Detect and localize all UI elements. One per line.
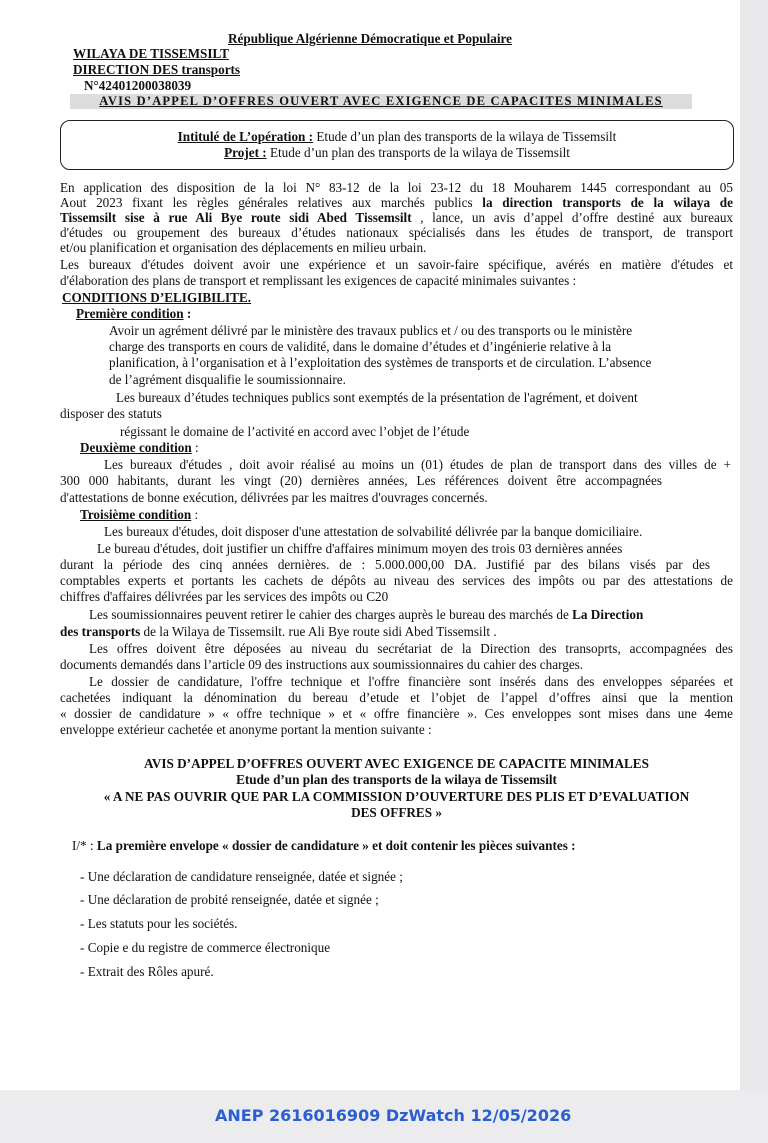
footer-bar	[0, 1090, 768, 1143]
list-item: - Une déclaration de probité renseignée, datée et signée ;	[80, 892, 379, 907]
condition-2-heading: Deuxième condition :	[80, 440, 199, 455]
operation-label: Intitulé de L’opération :	[177, 129, 314, 144]
project-label: Projet :	[224, 145, 267, 160]
intro-line: Tissemsilt sise à rue Ali Bye route sidi Abed Tissemsilt , lance, un avis d’appel d’offre destiné aux bureaux	[60, 210, 734, 225]
operation-value: Etude d’un plan des transports de la wilaya de Tissemsilt	[313, 129, 617, 144]
list-item: - Les statuts pour les sociétés.	[80, 916, 238, 931]
notice-title: AVIS D’APPEL D’OFFRES OUVERT AVEC EXIGENCE DE CAPACITES MINIMALES	[99, 94, 663, 108]
condition-2-line: Les bureaux d'études , doit avoir réalisé au moins un (01) études de plan de transport dans des villes de +	[104, 457, 731, 472]
list-item: - Une déclaration de candidature renseignée, datée et signée ;	[80, 869, 403, 884]
mention-line: DES OFFRES »	[351, 805, 442, 820]
envelope-heading: I/* : La première envelope « dossier de candidature » et doit contenir les pièces suivantes :	[72, 838, 576, 853]
intro-line: d'études ou groupement des bureaux d’études nationaux spécialisés dans les études de transport, de transport	[60, 225, 733, 240]
list-item: - Extrait des Rôles apuré.	[80, 964, 214, 979]
condition-3-line: chiffres d'affaires délivrées par les services des impôts ou C20	[60, 589, 389, 604]
intro-line: En application des disposition de la loi N° 83-12 de la loi 23-12 du 18 Mouharem 1445 correspondant au 05	[60, 180, 733, 195]
intro-line: Aout 2023 fixant les règles générales relatives aux marchés publics la direction transports de la wilaya de	[60, 195, 733, 210]
wilaya-header: WILAYA DE TISSEMSILT	[73, 46, 229, 61]
submission-line: cachetées indiquant la dénomination du bereau d’etude et l’objet de l’appel d’offres ainsi que la mention	[60, 690, 733, 705]
condition-1-line: disposer des statuts	[60, 406, 162, 421]
condition-3-line: Les bureaux d'études, doit disposer d'une attestation de solvabilité délivrée par la banque domiciliaire.	[104, 524, 643, 539]
condition-1-heading: Première condition :	[76, 306, 192, 321]
intro-line: Les bureaux d'études doivent avoir une expérience et un savoir-faire spécifique, avérés en matière d'études et	[60, 257, 733, 272]
condition-2-line: d'attestations de bonne exécution, délivrées par les maitres d'ouvrages concernés.	[60, 490, 488, 505]
condition-2-line: 300 000 habitants, durant les vingt (20) dernières années, Les références doivent être accompagnées	[60, 473, 662, 488]
submission-line: Le dossier de candidature, l'offre technique et l'offre financière sont insérés dans des enveloppes séparées et	[89, 674, 733, 689]
condition-1-line: Les bureaux d’études techniques publics sont exemptés de la présentation de l'agrément, et doivent	[116, 390, 638, 405]
intro-line: et/ou planification et organisation des déplacements en milieu urbain.	[60, 240, 427, 255]
eligibility-heading: CONDITIONS D’ELIGIBILITE.	[62, 290, 252, 305]
withdrawal-line: Les soumissionnaires peuvent retirer le cahier des charges auprès le bureau des marchés de La Direction	[89, 607, 644, 622]
condition-3-line: Le bureau d'études, doit justifier un chiffre d'affaires minimum moyen des trois 03 dernières années	[97, 541, 623, 556]
withdrawal-line: des transports de la Wilaya de Tissemsilt. rue Ali Bye route sidi Abed Tissemsilt .	[60, 624, 497, 639]
submission-line: documents demandés dans l’article 09 des instructions aux soumissionnaires du cahier des charges.	[60, 657, 584, 672]
condition-3-heading: Troisième condition :	[80, 507, 199, 522]
project-value: Etude d’un plan des transports de la wilaya de Tissemsilt	[266, 145, 570, 160]
condition-1-line: de l’agrément disqualifie le soumissionnaire.	[109, 372, 346, 387]
republic-header: République Algérienne Démocratique et Populaire	[228, 31, 513, 46]
intro-line: d'élaboration des plans de transport et remplissant les exigences de capacité minimales suivantes :	[60, 273, 577, 288]
condition-1-line: Avoir un agrément délivré par le ministère des travaux publics et / ou des transports ou le ministère	[109, 323, 633, 338]
submission-line: enveloppe extérieur cachetée et anonyme portant la mention suivante :	[60, 722, 432, 737]
submission-line: Les offres doivent être déposées au niveau du secrétariat de la Direction des transoprts, accompagnées des	[89, 641, 733, 656]
list-item: - Copie e du registre de commerce électronique	[80, 940, 331, 955]
mention-line: AVIS D’APPEL D’OFFRES OUVERT AVEC EXIGENCE DE CAPACITE MINIMALES	[144, 756, 649, 771]
reference-number: N°42401200038039	[84, 78, 192, 93]
mention-line: « A NE PAS OUVRIR QUE PAR LA COMMISSION D’OUVERTURE DES PLIS ET D’EVALUATION	[103, 789, 690, 804]
operation-box	[60, 120, 734, 170]
submission-line: « dossier de candidature » « offre technique » et « offre financière ». Ces enveloppes sont mises dans une 4eme	[60, 706, 733, 721]
direction-header: DIRECTION DES transports	[73, 62, 241, 77]
condition-3-line: comptables experts et portants les cachets de dépôts au niveau des services des impôts ou par des attestations de	[60, 573, 733, 588]
condition-3-line: durant la période des cinq années dernières. de : 5.000.000,00 DA. Justifié par des bilans visés par des	[60, 557, 710, 572]
notice-title-banner	[70, 94, 692, 109]
condition-1-line: charge des transports en cours de validité, dans le domaine d’études et d’ingénierie relative à la	[109, 339, 612, 354]
condition-1-line: régissant le domaine de l’activité en accord avec l’objet de l’étude	[120, 424, 470, 439]
mention-line: Etude d’un plan des transports de la wilaya de Tissemsilt	[236, 772, 557, 787]
footer-source-text: ANEP 2616016909 DzWatch 12/05/2026	[215, 1106, 572, 1125]
condition-1-line: planification, à l’organisation et à l’exploitation des systèmes de transports et de circulation. L’absence	[109, 355, 652, 370]
